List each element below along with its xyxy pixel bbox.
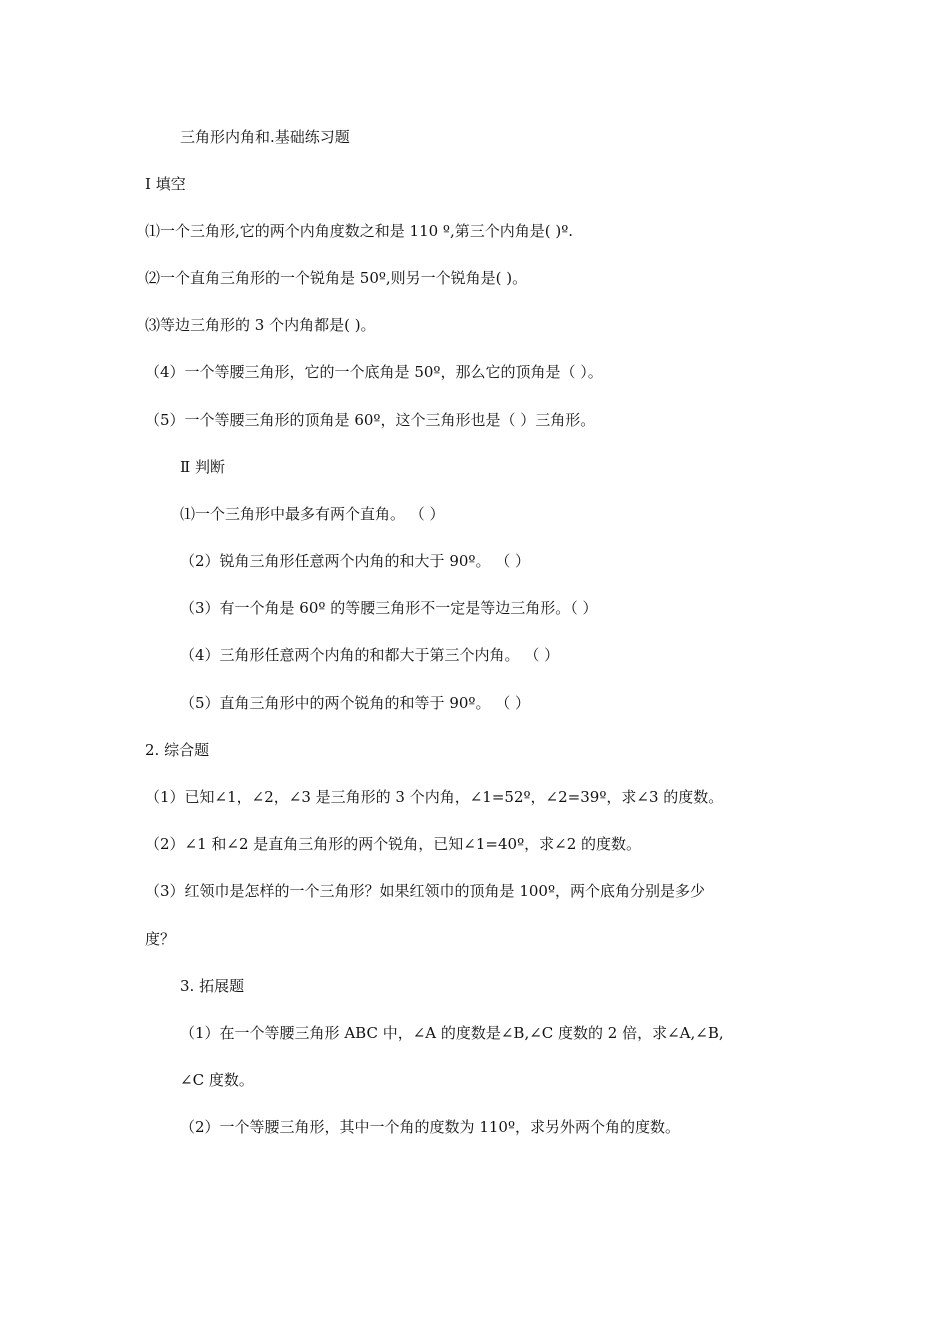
comprehensive-item: （1）已知∠1，∠2，∠3 是三角形的 3 个内角，∠1=52º，∠2=39º，求∠3 的度数。 bbox=[145, 788, 724, 806]
fill-blank-item: ⑵一个直角三角形的一个锐角是 50º,则另一个锐角是( )。 bbox=[145, 269, 528, 287]
section-extension-heading: 3. 拓展题 bbox=[180, 977, 245, 995]
document-title: 三角形内角和.基础练习题 bbox=[180, 128, 350, 146]
comprehensive-item-continued: 度？ bbox=[145, 930, 176, 948]
comprehensive-item: （3）红领巾是怎样的一个三角形？如果红领巾的顶角是 100º，两个底角分别是多少 bbox=[145, 882, 705, 900]
judgment-item: ⑴一个三角形中最多有两个直角。 （ ） bbox=[180, 505, 445, 523]
judgment-item: （4）三角形任意两个内角的和都大于第三个内角。 （ ） bbox=[180, 646, 560, 664]
extension-item-continued: ∠C 度数。 bbox=[180, 1071, 254, 1089]
fill-blank-item: ⑶等边三角形的 3 个内角都是( )。 bbox=[145, 316, 376, 334]
comprehensive-item: （2）∠1 和∠2 是直角三角形的两个锐角，已知∠1=40º，求∠2 的度数。 bbox=[145, 835, 642, 853]
extension-item: （2）一个等腰三角形，其中一个角的度数为 110º，求另外两个角的度数。 bbox=[180, 1118, 680, 1136]
fill-blank-item: （4）一个等腰三角形，它的一个底角是 50º，那么它的顶角是（ ）。 bbox=[145, 363, 603, 381]
judgment-item: （5）直角三角形中的两个锐角的和等于 90º。 （ ） bbox=[180, 694, 530, 712]
fill-blank-item: ⑴一个三角形,它的两个内角度数之和是 110 º,第三个内角是( )º. bbox=[145, 222, 574, 240]
section-judgment-heading: Ⅱ 判断 bbox=[180, 458, 225, 476]
judgment-item: （2）锐角三角形任意两个内角的和大于 90º。 （ ） bbox=[180, 552, 530, 570]
extension-item: （1）在一个等腰三角形 ABC 中，∠A 的度数是∠B,∠C 度数的 2 倍，求∠A,∠B, bbox=[180, 1024, 724, 1042]
section-comprehensive-heading: 2. 综合题 bbox=[145, 741, 210, 759]
section-fill-blank-heading: Ⅰ 填空 bbox=[145, 175, 186, 193]
fill-blank-item: （5）一个等腰三角形的顶角是 60º，这个三角形也是（ ）三角形。 bbox=[145, 411, 596, 429]
judgment-item: （3）有一个角是 60º 的等腰三角形不一定是等边三角形。（ ） bbox=[180, 599, 598, 617]
